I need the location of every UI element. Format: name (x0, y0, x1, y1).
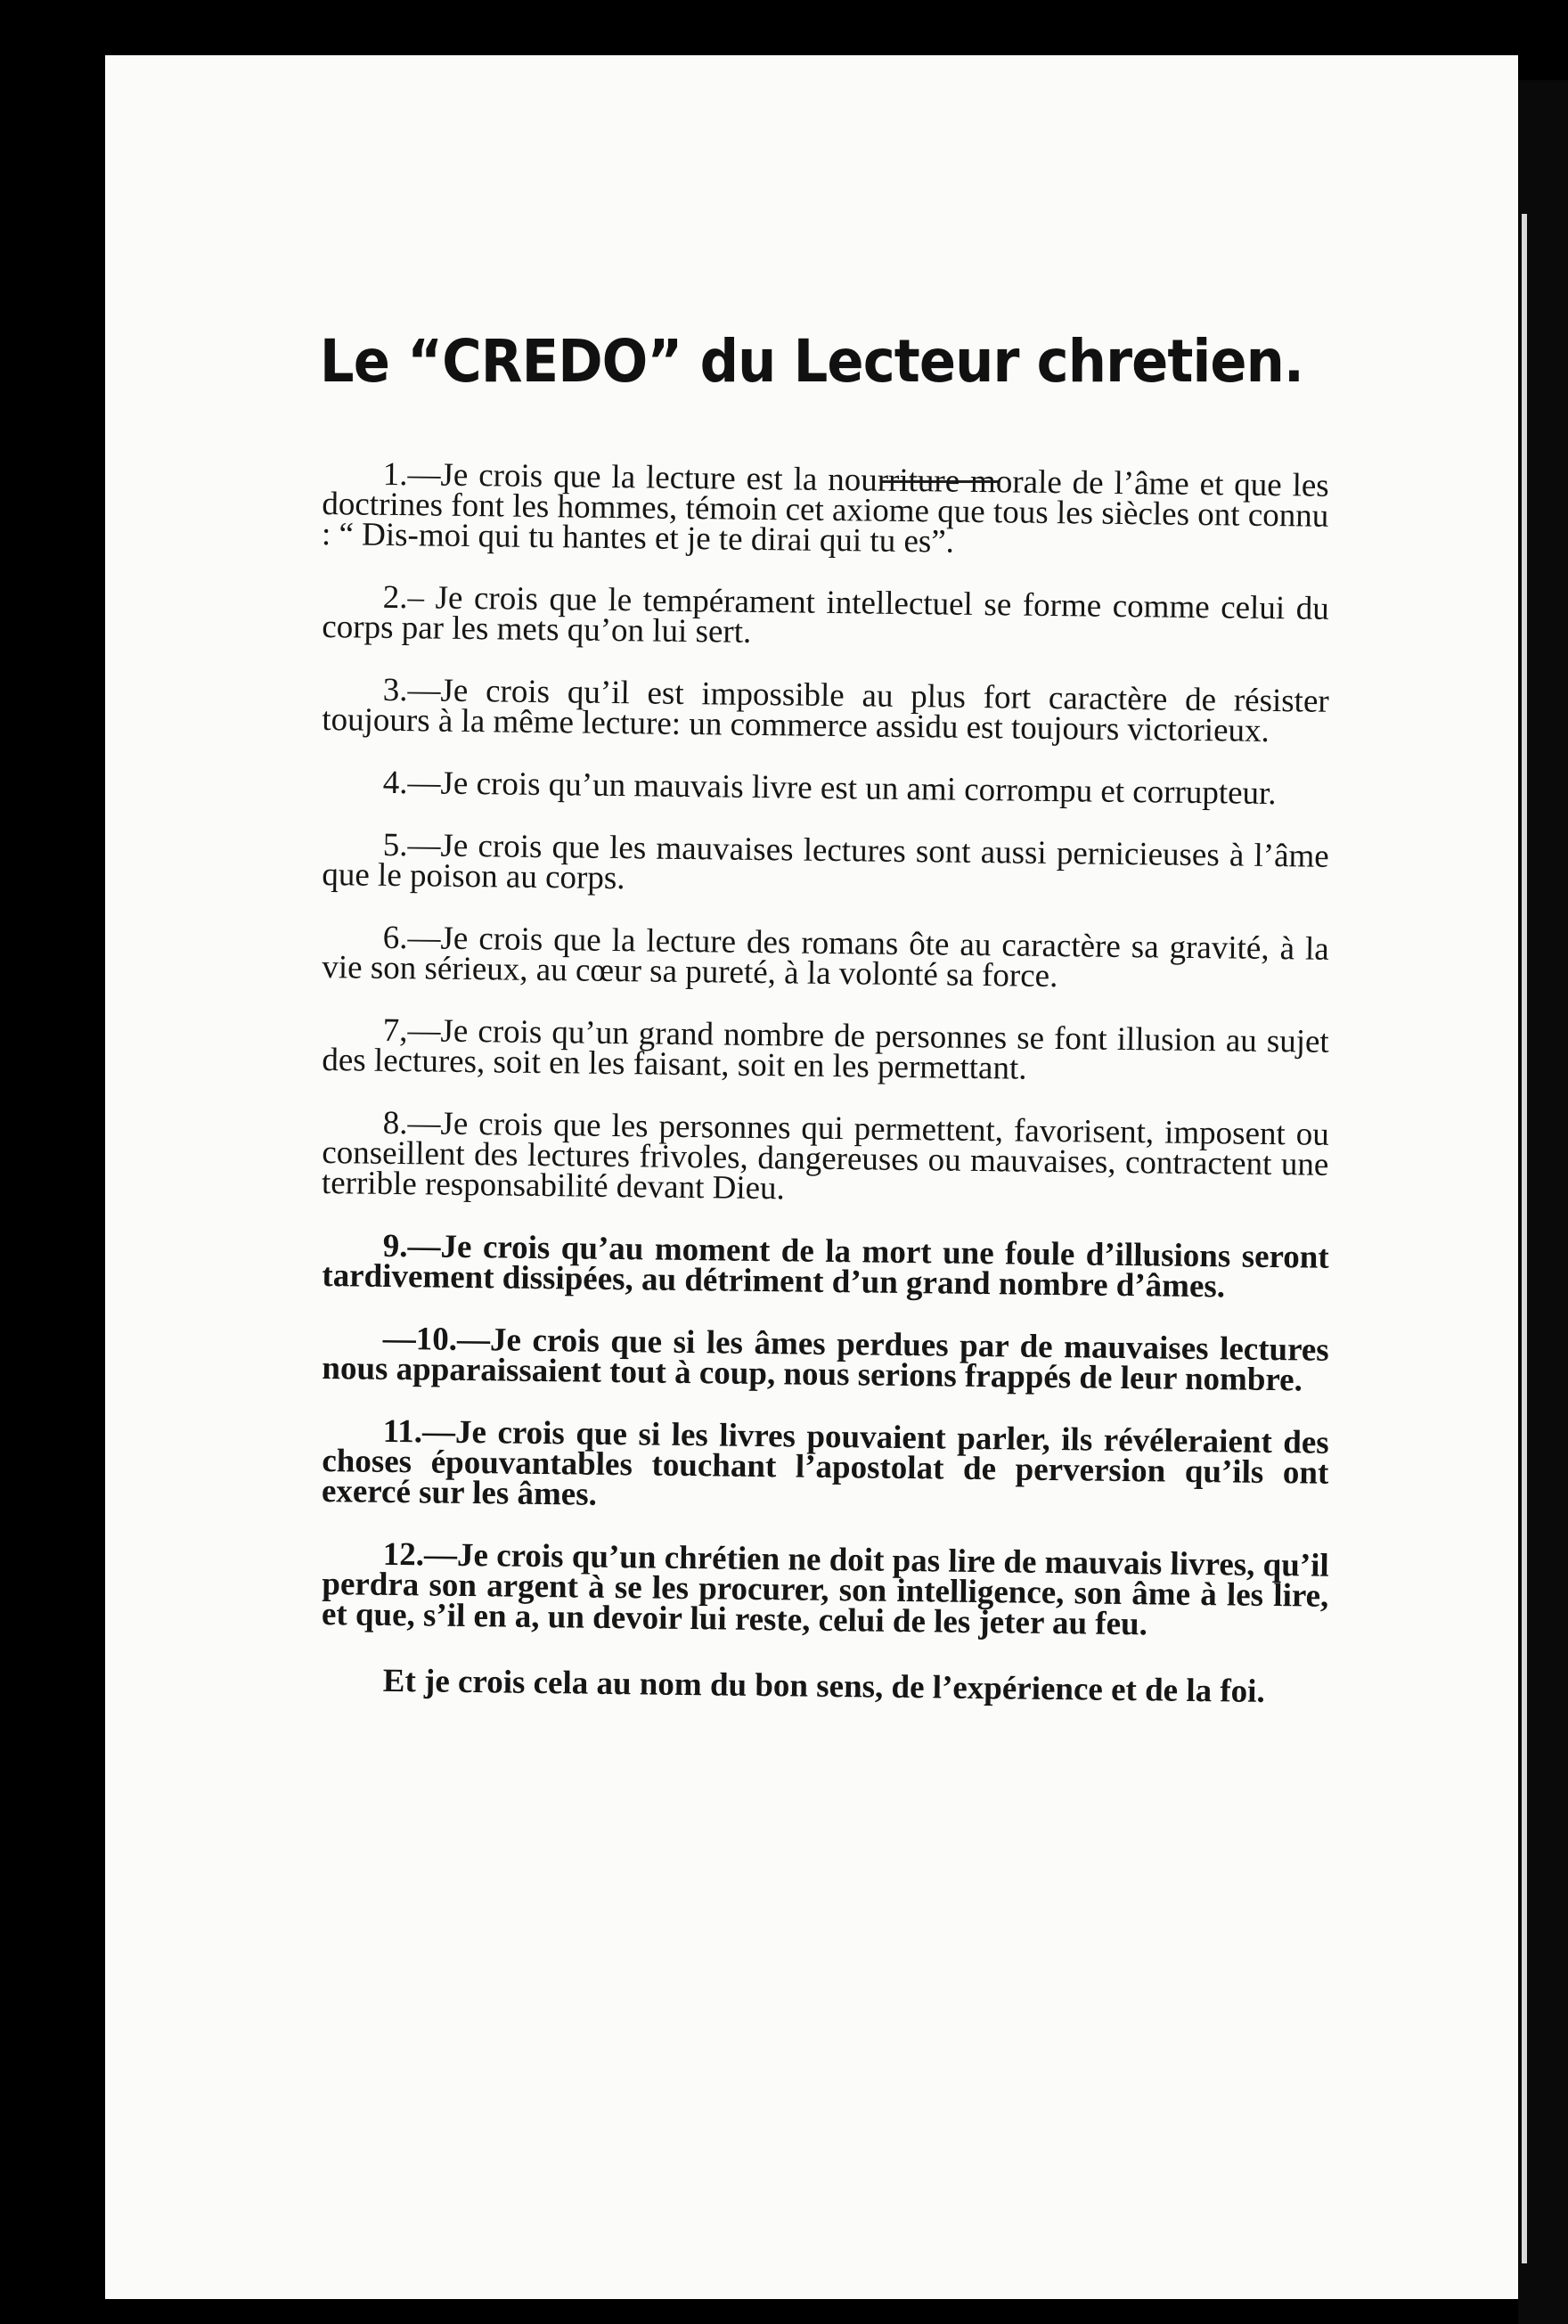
credo-item-2: 2.– Je crois que le tempérament intellectuel se forme comme celui du corps par les mets qu’on lui sert. (322, 578, 1329, 651)
credo-item-7: 7,—Je crois qu’un grand nombre de personnes se font illusion au sujet des lectures, soit en les faisant, soit en les permettant. (322, 1011, 1329, 1087)
credo-item-9: 9.—Je crois qu’au moment de la mort une foule d’illusions seront tardivement dissipées, au détriment d’un grand nombre d’âmes. (322, 1227, 1329, 1305)
page-edge-line (1522, 214, 1527, 2263)
document-body (321, 455, 1329, 1728)
credo-item-4: 4.—Je crois qu’un mauvais livre est un ami corrompu et corrupteur. (382, 764, 1277, 813)
credo-item-8: 8.—Je crois que les personnes qui permettent, favorisent, imposent ou conseillent des lectures frivoles, dangereuses ou mauvaises, contractent une terrible responsabilité devant Dieu. (321, 1104, 1329, 1207)
credo-item-3: 3.—Je crois qu’il est impossible au plus fort caractère de résister toujours à la même lecture: un commerce assidu est toujours victorieux. (322, 671, 1329, 749)
credo-item-10: —10.—Je crois que si les âmes perdues par de mauvaises lectures nous apparaissaient tout à coup, nous serions frappés de leur nombre. (322, 1320, 1329, 1399)
credo-item-6: 6.—Je crois que la lecture des romans ôte au caractère sa gravité, à la vie son sérieux, au cœur sa pureté, à la volonté sa force. (322, 919, 1329, 995)
closing-statement: Et je crois cela au nom du bon sens, de l’expérience et de la foi. (382, 1662, 1265, 1710)
credo-item-1: 1.—Je crois que la lecture est la nourriture morale de l’âme et que les doctrines font les hommes, témoin cet axiome que tous les siècles ont connu : “ Dis-moi qui tu hantes et je te dirai qui tu es”. (321, 455, 1329, 561)
credo-item-5: 5.—Je crois que les mauvaises lectures sont aussi pernicieuses à l’âme que le poison au corps. (322, 826, 1329, 897)
credo-item-12: 12.—Je crois qu’un chrétien ne doit pas lire de mauvais livres, qu’il perdra son argent à se les procurer, son intelligence, son âme à les lire, et que, s’il en a, un devoir lui reste, celui de les jeter au feu. (321, 1535, 1329, 1643)
document-title: Le “CREDO” du Lecteur chretien. (319, 327, 1304, 396)
credo-item-11: 11.—Je crois que si les livres pouvaient parler, ils révéleraient des choses épouvantables touchant l’apostolat de perversion qu’ils ont exercé sur les âmes. (321, 1412, 1329, 1513)
